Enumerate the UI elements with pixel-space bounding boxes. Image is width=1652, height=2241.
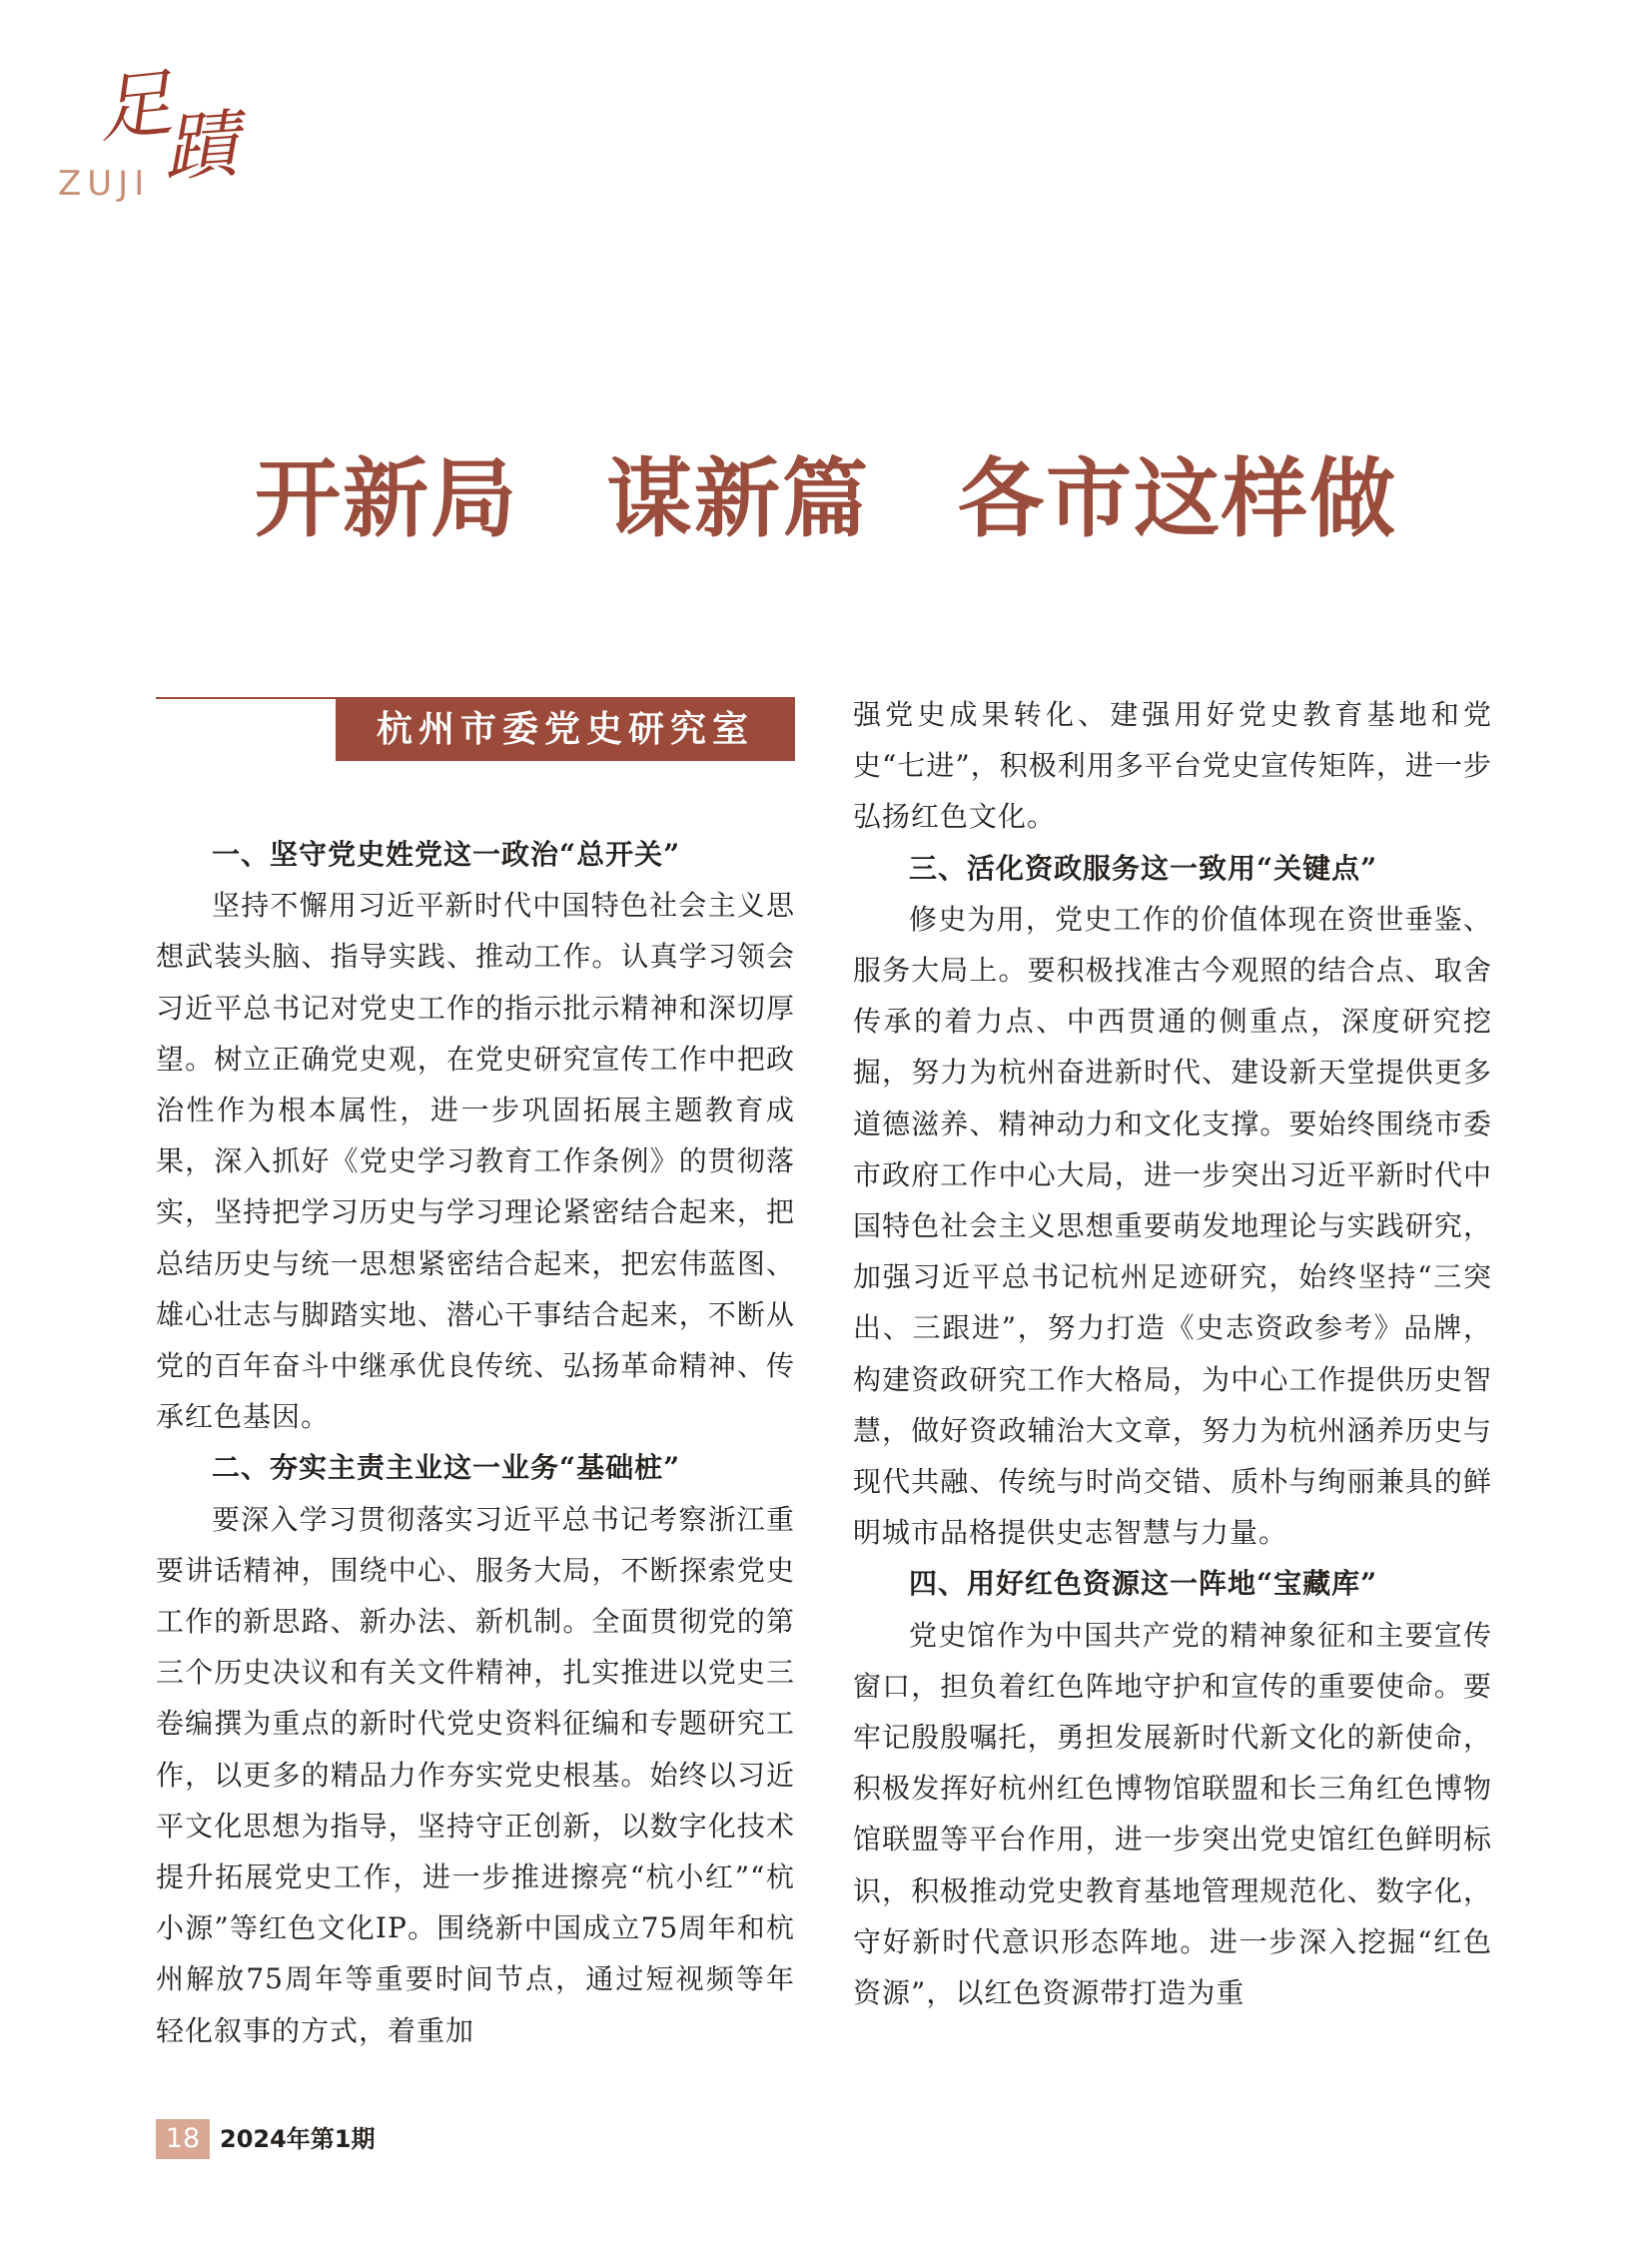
paragraph-2: 要深入学习贯彻落实习近平总书记考察浙江重要讲话精神，围绕中心、服务大局，不断探索党史工作的新思路、新办法、新机制。全面贯彻党的第三个历史决议和有关文件精神，扎实推进以党史三卷编撰为重点的新时代党史资料征编和专题研究工作，以更多的精品力作夯实党史根基。始终以习近平文化思想为指导，坚持守正创新，以数字化技术提升拓展党史工作，进一步推进擦亮“杭小红”“杭小源”等红色文化IP。围绕新中国成立75周年和杭州解放75周年等重要时间节点，通过短视频等年轻化叙事的方式，着重加 <box>156 1502 795 2047</box>
masthead-logo <box>58 60 248 204</box>
right-column <box>853 689 1492 2018</box>
section-heading-2: 二、夯实主责主业这一业务“基础桩” <box>212 1451 681 1485</box>
paragraph-1: 坚持不懈用习近平新时代中国特色社会主义思想武装头脑、指导实践、推动工作。认真学习领会习近平总书记对党史工作的指示批示精神和深切厚望。树立正确党史观，在党史研究宣传工作中把政治性作为根本属性，进一步巩固拓展主题教育成果，深入抓好《党史学习教育工作条例》的贯彻落实，坚持把学习历史与学习理论紧密结合起来，把总结历史与统一思想紧密结合起来，把宏伟蓝图、雄心壮志与脚踏实地、潜心干事结合起来，不断从党的百年奋斗中继承优良传统、弘扬革命精神、传承红色基因。 <box>156 889 795 1434</box>
logo-char-1: 足 <box>93 60 177 154</box>
left-column <box>156 829 795 2056</box>
logo-latin: ZUJI <box>58 164 151 204</box>
section-heading-1: 一、坚守党史姓党这一政治“总开关” <box>212 838 681 871</box>
section-heading-3: 三、活化资政服务这一致用“关键点” <box>909 851 1378 885</box>
page-number: 18 <box>156 2119 210 2159</box>
section-banner: 杭州市委党史研究室 <box>336 699 795 761</box>
paragraph-3: 修史为用，党史工作的价值体现在资世垂鉴、服务大局上。要积极找准古今观照的结合点、取舍传承的着力点、中西贯通的侧重点，深度研究挖掘，努力为杭州奋进新时代、建设新天堂提供更多道德滋养、精神动力和文化支撑。要始终围绕市委市政府工作中心大局，进一步突出习近平新时代中国特色社会主义思想重要萌发地理论与实践研究，加强习近平总书记杭州足迹研究，始终坚持“三突出、三跟进”，努力打造《史志资政参考》品牌，构建资政研究工作大格局，为中心工作提供历史智慧，做好资政辅治大文章，努力为杭州涵养历史与现代共融、传统与时尚交错、质朴与绚丽兼具的鲜明城市品格提供史志智慧与力量。 <box>853 902 1492 1550</box>
page-title: 开新局 谋新篇 各市这样做 <box>255 448 1397 549</box>
paragraph-4: 党史馆作为中国共产党的精神象征和主要宣传窗口，担负着红色阵地守护和宣传的重要使命。要牢记殷殷嘱托，勇担发展新时代新文化的新使命，积极发挥好杭州红色博物馆联盟和长三角红色博物馆联盟等平台作用，进一步突出党史馆红色鲜明标识，积极推动党史教育基地管理规范化、数字化，守好新时代意识形态阵地。进一步深入挖掘“红色资源”，以红色资源带打造为重 <box>853 1618 1492 2010</box>
logo-char-2: 蹟 <box>161 101 241 193</box>
section-heading-4: 四、用好红色资源这一阵地“宝藏库” <box>909 1567 1378 1601</box>
issue-label: 2024年第1期 <box>220 2125 376 2153</box>
paragraph-continued: 强党史成果转化、建强用好党史教育基地和党史“七进”，积极利用多平台党史宣传矩阵，进一步弘扬红色文化。 <box>853 698 1492 834</box>
